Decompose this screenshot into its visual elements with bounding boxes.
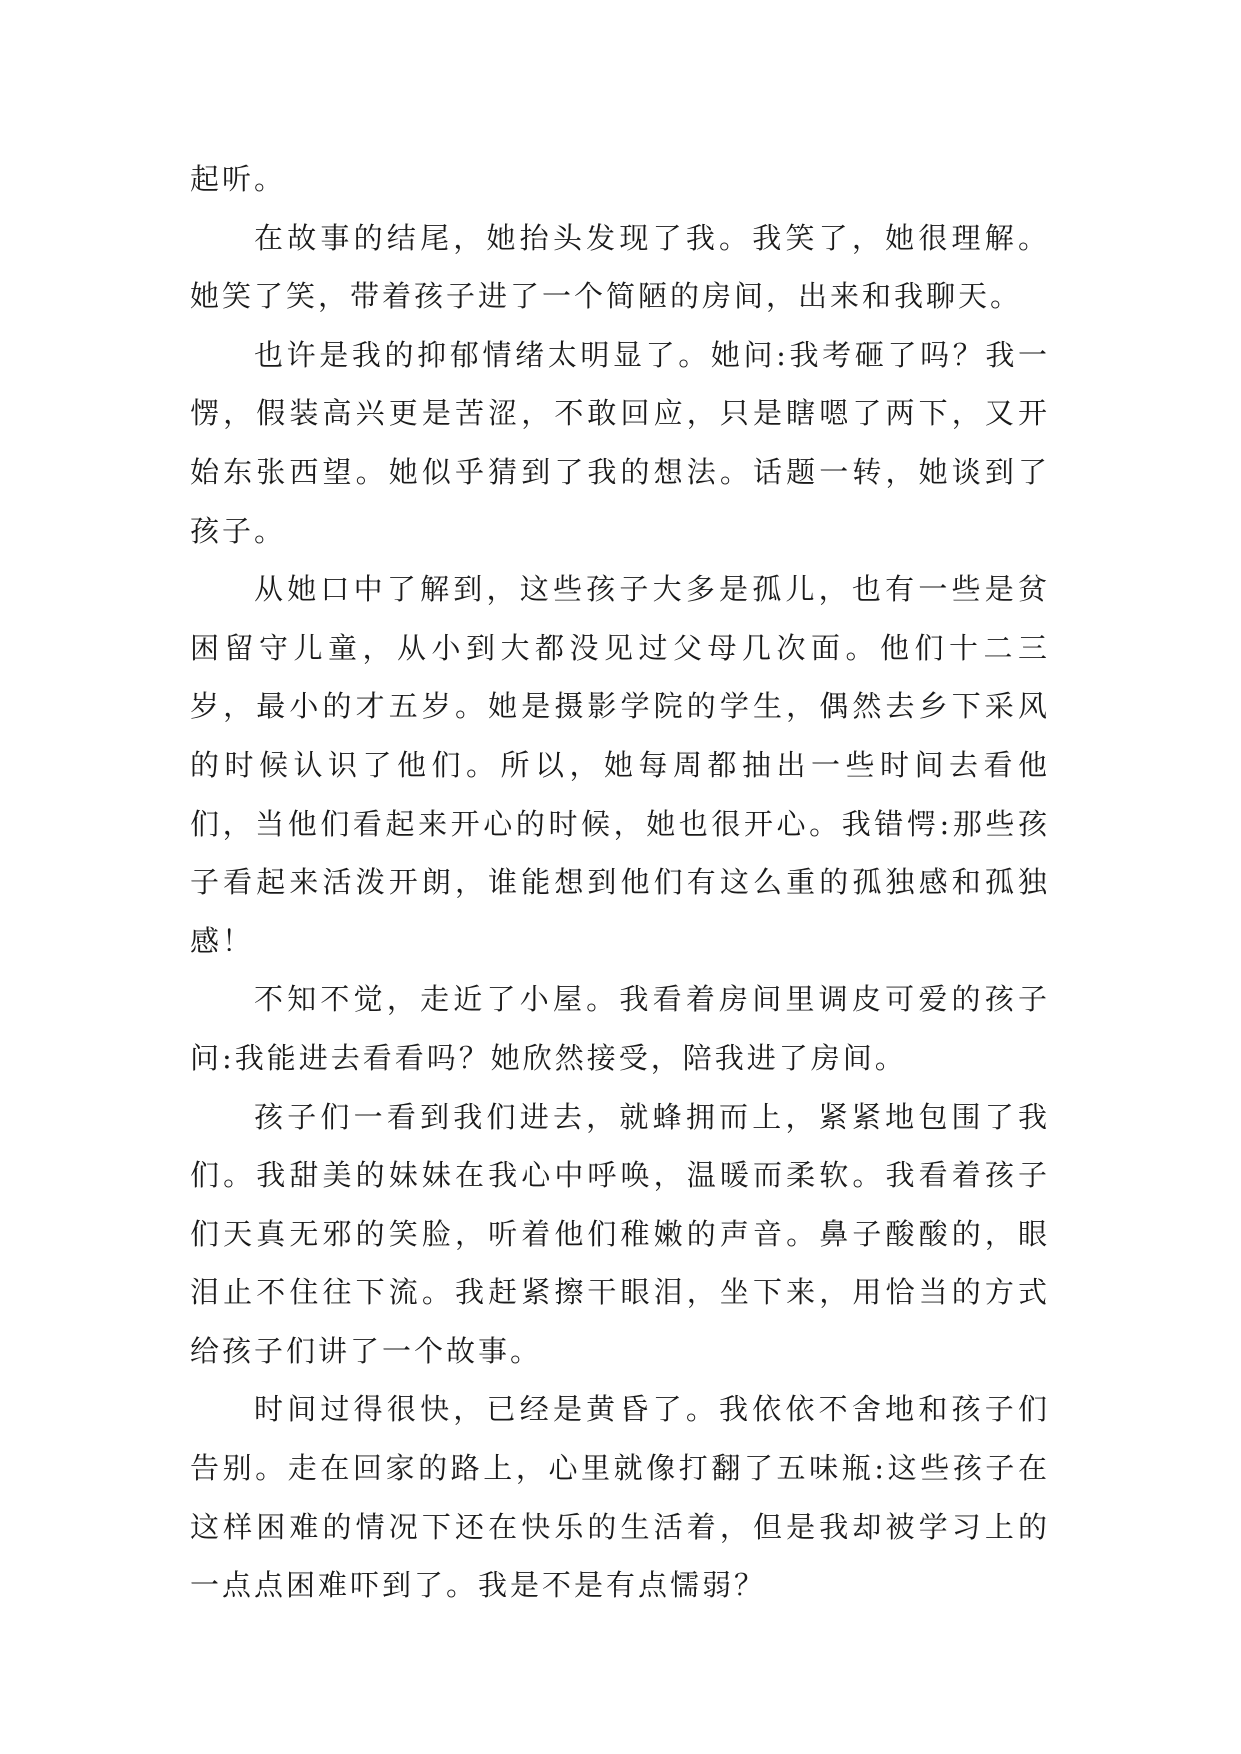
paragraph: 时间过得很快，已经是黄昏了。我依依不舍地和孩子们告别。走在回家的路上，心里就像打翻了五味瓶:这些孩子在这样困难的情况下还在快乐的生活着，但是我却被学习上的一点点困难吓到了。我是不是有点懦弱？ [190,1392,1050,1603]
paragraph: 在故事的结尾，她抬头发现了我。我笑了，她很理解。她笑了笑，带着孩子进了一个简陋的房间，出来和我聊天。 [190,220,1050,314]
paragraph: 也许是我的抑郁情绪太明显了。她问:我考砸了吗？我一愣，假装高兴更是苦涩，不敢回应，只是瞎嗯了两下，又开始东张西望。她似乎猜到了我的想法。话题一转，她谈到了孩子。 [190,337,1050,548]
paragraph-continued: 起听。 [190,162,287,196]
paragraph: 孩子们一看到我们进去，就蜂拥而上，紧紧地包围了我们。我甜美的妹妹在我心中呼唤，温暖而柔软。我看着孩子们天真无邪的笑脸，听着他们稚嫩的声音。鼻子酸酸的，眼泪止不住往下流。我赶紧擦干眼泪，坐下来，用恰当的方式给孩子们讲了一个故事。 [190,1099,1050,1368]
paragraph: 不知不觉，走近了小屋。我看着房间里调皮可爱的孩子问:我能进去看看吗？她欣然接受，陪我进了房间。 [190,982,1050,1075]
document-body [190,150,1050,1615]
paragraph: 从她口中了解到，这些孩子大多是孤儿，也有一些是贫困留守儿童，从小到大都没见过父母几次面。他们十二三岁，最小的才五岁。她是摄影学院的学生，偶然去乡下采风的时候认识了他们。所以，她每周都抽出一些时间去看他们，当他们看起来开心的时候，她也很开心。我错愕:那些孩子看起来活泼开朗，谁能想到他们有这么重的孤独感和孤独感！ [190,572,1050,958]
